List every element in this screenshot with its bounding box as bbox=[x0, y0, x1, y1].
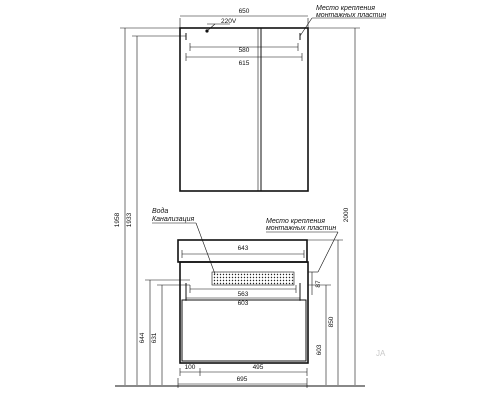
top-mount-note-line2: монтажных пластин bbox=[316, 12, 387, 19]
dim-850 bbox=[307, 240, 343, 385]
dim-643-label: 643 bbox=[237, 245, 249, 252]
dim-603-vertical-label: 603 bbox=[316, 344, 323, 356]
dim-1958 bbox=[114, 28, 180, 385]
vanity-mount-note-line2: монтажных пластин bbox=[266, 225, 337, 232]
dim-100-495 bbox=[180, 364, 307, 376]
vanity-mount-note bbox=[266, 218, 338, 272]
dim-563 bbox=[190, 285, 296, 298]
dim-87-label: 87 bbox=[315, 280, 322, 288]
power-label: 220V bbox=[221, 18, 237, 25]
vanity-mount-note-line1: Место крепления bbox=[266, 218, 326, 225]
dim-603-horizontal-label: 603 bbox=[237, 300, 249, 307]
dim-644-label: 644 bbox=[139, 332, 146, 344]
power-marker bbox=[205, 18, 236, 33]
vanity-drawer bbox=[182, 300, 306, 361]
water-note-line1: Вода bbox=[152, 208, 169, 215]
dim-2000 bbox=[308, 28, 360, 385]
dim-615 bbox=[186, 53, 302, 67]
dim-1933-label: 1933 bbox=[126, 212, 133, 228]
dim-695-label: 695 bbox=[236, 376, 248, 383]
top-mount-note-line1: Место крепления bbox=[316, 5, 376, 12]
dim-643 bbox=[182, 245, 304, 258]
dim-603-vertical bbox=[308, 285, 331, 385]
dim-850-label: 850 bbox=[328, 316, 335, 328]
watermark: JA bbox=[376, 349, 386, 358]
dim-615-label: 615 bbox=[238, 60, 250, 67]
dim-580 bbox=[190, 43, 298, 54]
dim-1958-label: 1958 bbox=[114, 212, 121, 228]
dim-650-label: 650 bbox=[238, 8, 250, 15]
dim-650 bbox=[180, 8, 308, 28]
dim-87 bbox=[308, 272, 322, 295]
dim-495-label: 495 bbox=[252, 364, 264, 371]
water-note-line2: Канализация bbox=[152, 216, 195, 223]
dim-2000-label: 2000 bbox=[343, 207, 350, 223]
water-drain-zone bbox=[212, 272, 294, 285]
dim-563-label: 563 bbox=[237, 291, 249, 298]
dim-100-label: 100 bbox=[184, 364, 196, 371]
dim-631-label: 631 bbox=[151, 332, 158, 344]
dim-580-label: 580 bbox=[238, 47, 250, 54]
top-mount-note bbox=[300, 5, 386, 36]
